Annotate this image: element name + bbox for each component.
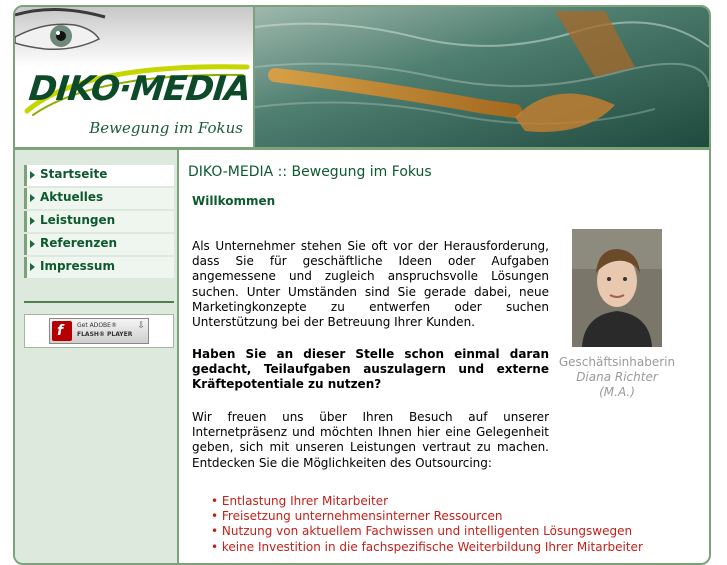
- sidebar-divider: [24, 301, 174, 303]
- nav-item-label: Referenzen: [40, 236, 118, 250]
- intro-paragraph: Als Unternehmer stehen Sie oft vor der Herausforderung, dass Sie für geschäftliche Ideen oder Aufgaben angemessene und zugleich anspruchsvolle Lösungen suchen. Unter Umständen sind Sie gerade dabei, neue Marketingkonzepte zu entwerfen oder suchen Unterstützung bei der Betreuung Ihrer Kunden.: [192, 239, 549, 330]
- flash-player-label: FLASH® PLAYER: [77, 331, 133, 338]
- nav-item-label: Startseite: [40, 167, 108, 181]
- list-item: • Nutzung von aktuellem Fachwissen und intelligenten Lösungswegen: [211, 524, 643, 539]
- list-item: • keine Investition in die fachspezifische Weiterbildung Ihrer Mitarbeiter: [211, 540, 643, 555]
- flash-logo-icon: f: [52, 321, 72, 341]
- download-arrow-icon: ⇩: [137, 321, 145, 331]
- flash-get-label: Get ADOBE®: [77, 322, 117, 329]
- nav-item-label: Aktuelles: [40, 190, 104, 204]
- portrait-caption: [557, 355, 677, 400]
- logo-wordmark: DIKO·MEDIA: [26, 69, 253, 109]
- main-content: [179, 150, 709, 565]
- arrow-right-icon: [30, 171, 35, 179]
- owner-portrait: [572, 229, 662, 347]
- main-nav: [24, 165, 174, 280]
- nav-item-startseite[interactable]: [24, 165, 174, 186]
- logo-slogan: Bewegung im Fokus: [89, 119, 243, 137]
- nav-item-leistungen[interactable]: [24, 211, 174, 232]
- header-photo-paddle: [255, 7, 709, 147]
- owner-degree: (M.A.): [599, 385, 635, 399]
- nav-item-aktuelles[interactable]: [24, 188, 174, 209]
- outsourcing-paragraph: Wir freuen uns über Ihren Besuch auf unserer Internetpräsenz und möchten Ihnen hier eine Gelegenheit geben, sich mit unseren Leistungen vertraut zu machen. Entdecken Sie die Möglichkeiten des Outsourcing:: [192, 410, 549, 470]
- eye-image: [15, 7, 253, 67]
- benefits-list: [211, 494, 643, 555]
- arrow-right-icon: [30, 240, 35, 248]
- arrow-right-icon: [30, 194, 35, 202]
- question-paragraph: Haben Sie an dieser Stelle schon einmal daran gedacht, Teilaufgaben auszulagern und externe Kräftepotentiale zu nutzen?: [192, 347, 549, 392]
- list-item: • Entlastung Ihrer Mitarbeiter: [211, 494, 643, 509]
- nav-item-referenzen[interactable]: [24, 234, 174, 255]
- sidebar: [15, 150, 179, 565]
- welcome-heading: Willkommen: [192, 194, 276, 208]
- nav-item-label: Leistungen: [40, 213, 116, 227]
- page-frame: [13, 5, 711, 565]
- logo[interactable]: [15, 7, 255, 147]
- header: [15, 7, 709, 147]
- arrow-right-icon: [30, 263, 35, 271]
- owner-name: Diana Richter: [576, 370, 658, 384]
- get-flash-player-button[interactable]: [24, 314, 174, 348]
- nav-item-label: Impressum: [40, 259, 115, 273]
- nav-item-impressum[interactable]: [24, 257, 174, 278]
- owner-role: Geschäftsinhaberin: [558, 355, 676, 369]
- list-item: • Freisetzung unternehmensinterner Ressourcen: [211, 509, 643, 524]
- arrow-right-icon: [30, 217, 35, 225]
- flash-badge-graphic: [49, 318, 149, 344]
- page-title: DIKO-MEDIA :: Bewegung im Fokus: [188, 164, 432, 180]
